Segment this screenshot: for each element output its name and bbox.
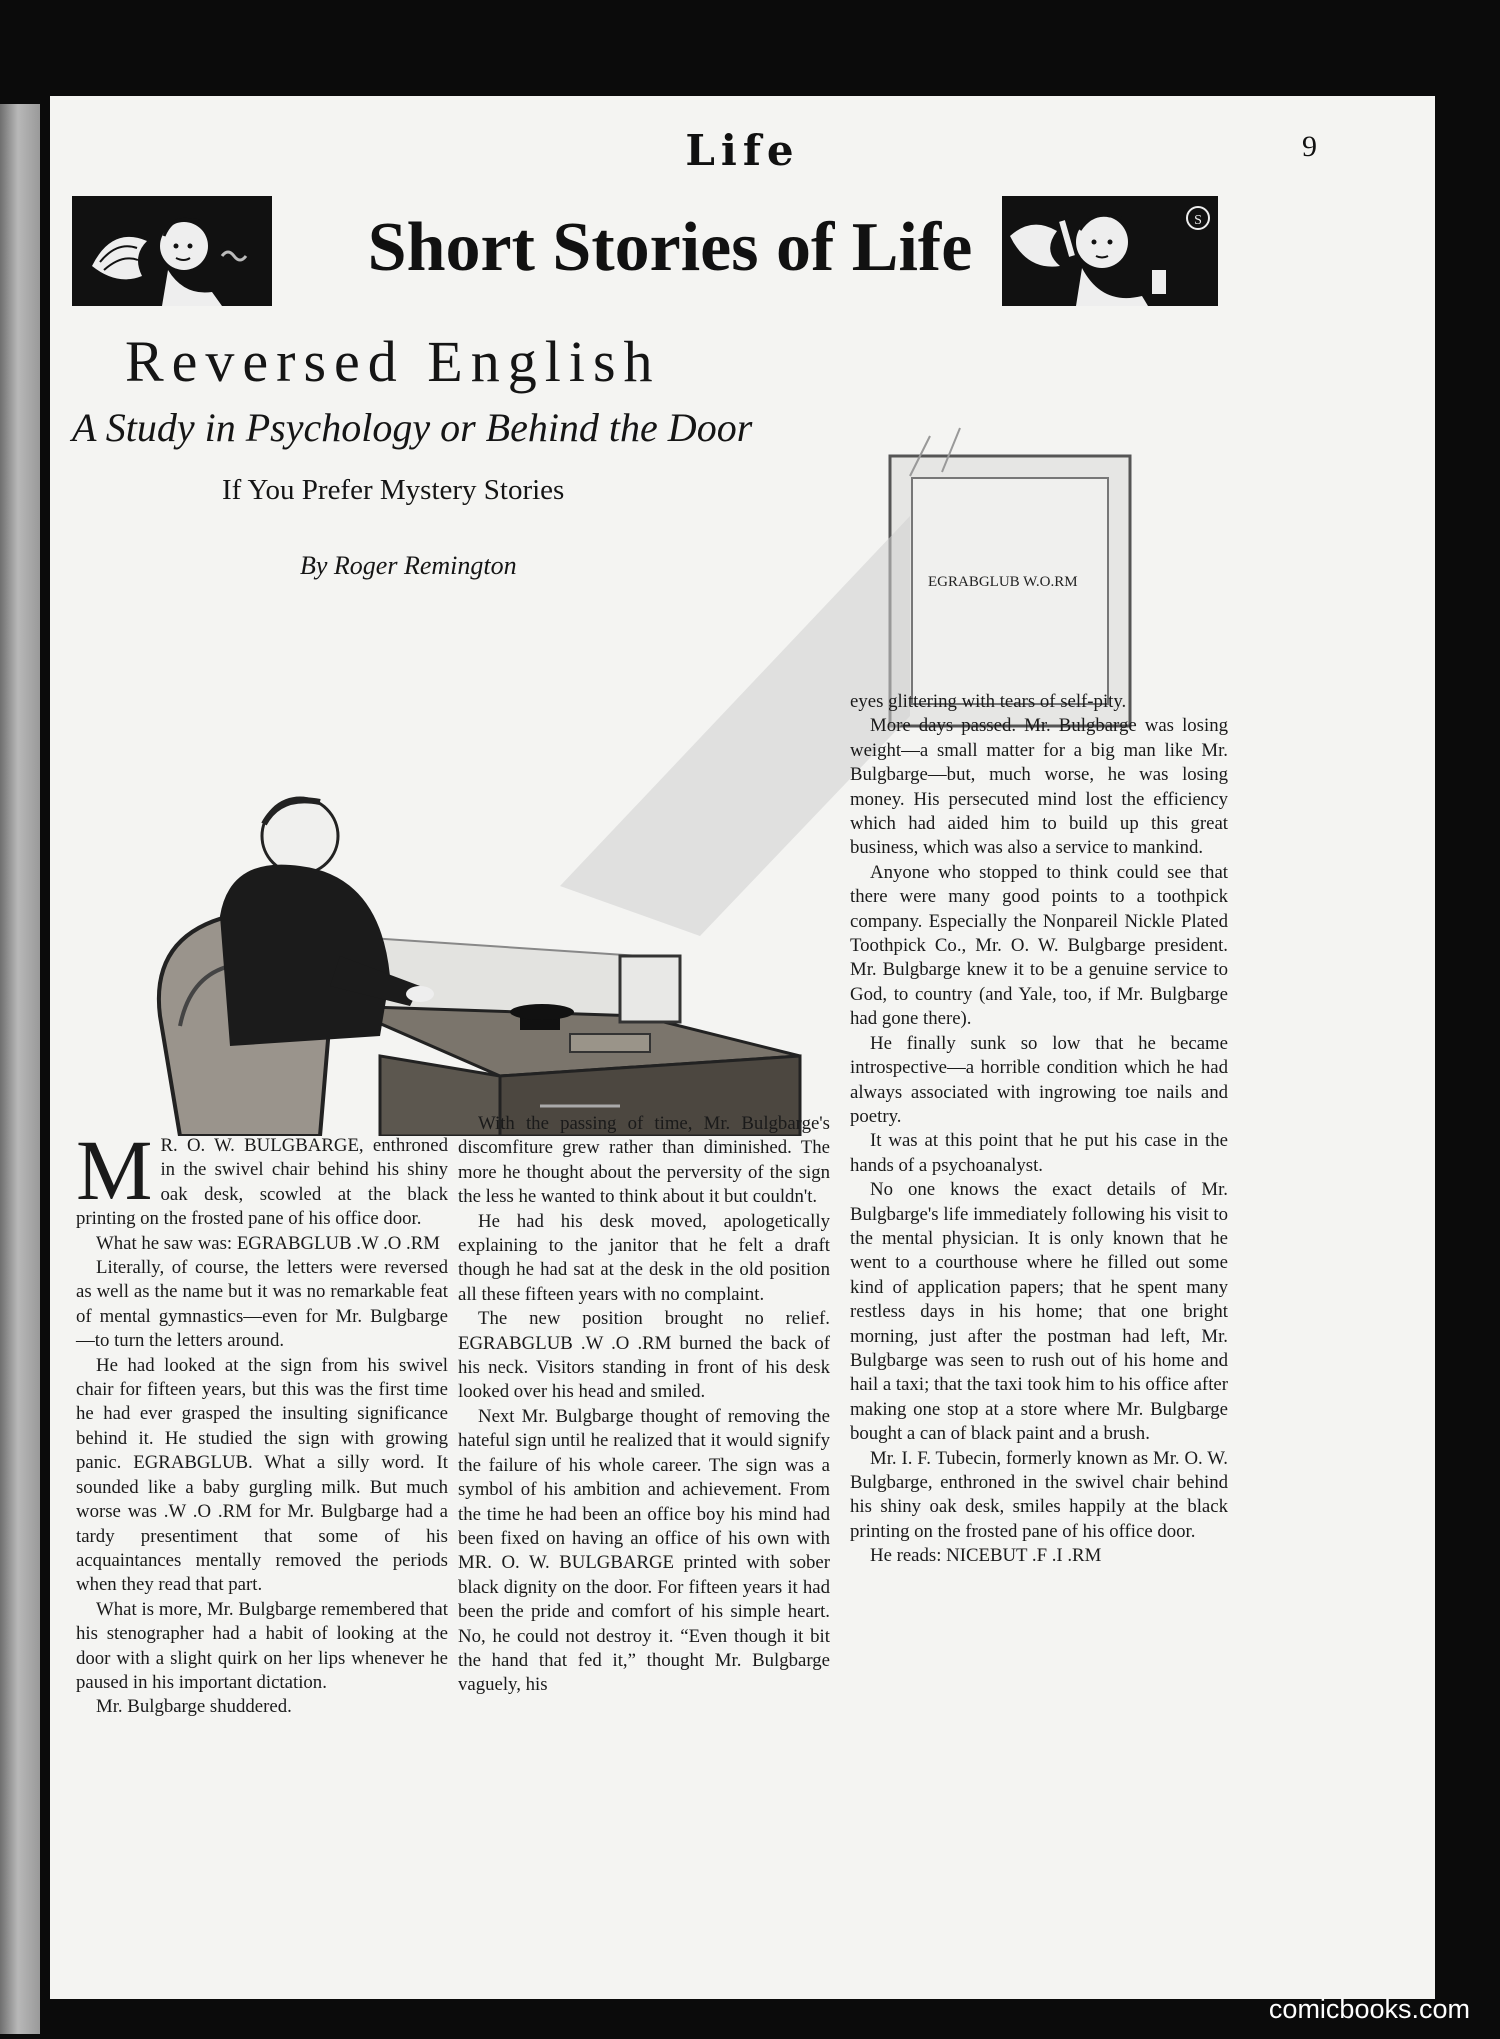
svg-text:EGRABGLUB W.O.RM: EGRABGLUB W.O.RM [928,574,1078,590]
paragraph: With the passing of time, Mr. Bulgbarge's discomfiture grew rather than diminished. The more he thought about the perversity of the sign the less he wanted to think about it but couldn't. [458,1113,830,1208]
facing-page-edge [0,104,40,2034]
paragraph: Anyone who stopped to think could see that there were many good points to a toothpick company. Especially the Nonpareil Nickle Plated Toothpick Co., Mr. O. W. Bulgbarge president. Mr. Bulgbarge knew it to be a genuine service to God, to country (and Yale, too, if Mr. Bulgbarge had gone there). [850,861,1228,1030]
text-column-2 [458,1112,830,1698]
door-sign-text [928,574,1078,590]
banner-title: Short Stories of Life [367,209,973,286]
svg-text:S: S [1194,213,1202,228]
text-column-3 [850,690,1228,1569]
paragraph: More days passed. Mr. Bulgbarge was losing weight—a small matter for a big man like Mr. Bulgbarge—but, much worse, he was losing money. His persecuted mind lost the efficiency which had aided him to build up this great business, which was also a service to mankind. [850,715,1228,859]
paragraph: Mr. Bulgbarge shuddered. [96,1696,292,1718]
story-title: Reversed English [125,329,661,394]
paragraph: It was at this point that he put his case in the hands of a psychoanalyst. [850,1130,1228,1176]
story-subtitle: A Study in Psychology or Behind the Door [72,405,753,450]
paragraph [76,1122,448,1232]
paragraph: What he saw was: EGRABGLUB .W .O .RM [96,1232,440,1254]
paragraph: The new position brought no relief. EGRABGLUB .W .O .RM burned the back of his neck. Visitors standing in front of his desk looked over his head and smiled. [458,1308,830,1403]
watermark: comicbooks.com [1268,1994,1470,2024]
page-number: 9 [1302,130,1317,163]
paragraph: Literally, of course, the letters were reversed as well as the name but it was no remarkable feat of mental gymnastics—even for Mr. Bulgbarge—to turn the letters around. [76,1257,448,1352]
paragraph: Mr. I. F. Tubecin, formerly known as Mr. O. W. Bulgbarge, enthroned in the swivel chair behind his shiny oak desk, smiles happily at the black printing on the frosted pane of his office door. [850,1447,1228,1542]
paragraph: No one knows the exact details of Mr. Bulgbarge's life immediately following his visit to the mental physician. It is only known that he went to a courthouse where he filled out some kind of application papers; that he spent many restless days in his home; that one bright morning, just after the postman had left, Mr. Bulgbarge was seen to rush out of his home and hail a taxi; that the taxi took him to his office after making one stop at a store where Mr. Bulgbarge bought a can of black paint and a brush. [850,1179,1228,1445]
masthead: Life [685,126,800,175]
magazine-page [50,96,1435,1999]
paragraph: What is more, Mr. Bulgbarge remembered that his stenographer had a habit of looking at the door with a slight quirk on her lips whenever he paused in his important dictation. [76,1598,448,1693]
text-column-1 [76,1122,448,1720]
story-subtitle-secondary: If You Prefer Mystery Stories [222,474,565,506]
paragraph: He had his desk moved, apologetically explaining to the janitor that he felt a draft though he had sat at the desk in the old position all these fifteen years with no complaint. [458,1210,830,1305]
cherub-left-icon [72,196,272,306]
paragraph: Next Mr. Bulgbarge thought of removing the hateful sign until he realized that it would signify the failure of his whole career. The sign was a symbol of his ambition and achievement. From the time he had been an office boy his mind had been fixed on having an office of his own with MR. O. W. BULGBARGE printed with sober black dignity on the door. For fifteen years it had been the pride and comfort of his simple heart. No, he could not destroy it. “Even though it bit the hand that fed it,” thought Mr. Bulgbarge vaguely, his [458,1405,830,1696]
drop-cap: M [76,1122,153,1218]
cherub-right-icon [1002,196,1218,306]
paragraph: He had looked at the sign from his swivel chair for fifteen years, but this was the first time he had ever grasped the insulting significance behind it. He studied the sign with growing panic. EGRABGLUB. What a silly word. It sounded like a baby gurgling milk. But much worse was .W .O .RM for Mr. Bulgbarge had a tardy presentiment that some of his acquaintances mentally removed the periods when they read that part. [76,1354,448,1596]
byline: By Roger Remington [300,551,517,580]
paragraph-text: R. O. W. BULGBARGE, enthroned in the swivel chair behind his shiny oak desk, scowled at the black printing on the frosted pane of his office door. [76,1135,448,1230]
cherub-illustration-left [72,196,272,306]
paragraph: eyes glittering with tears of self-pity. [850,691,1127,712]
cherub-illustration-right [1002,196,1218,306]
paragraph: He finally sunk so low that he became introspective—a horrible condition which he had always associated with ingrowing toe nails and poetry. [850,1032,1228,1127]
paragraph: He reads: NICEBUT .F .I .RM [870,1545,1102,1567]
